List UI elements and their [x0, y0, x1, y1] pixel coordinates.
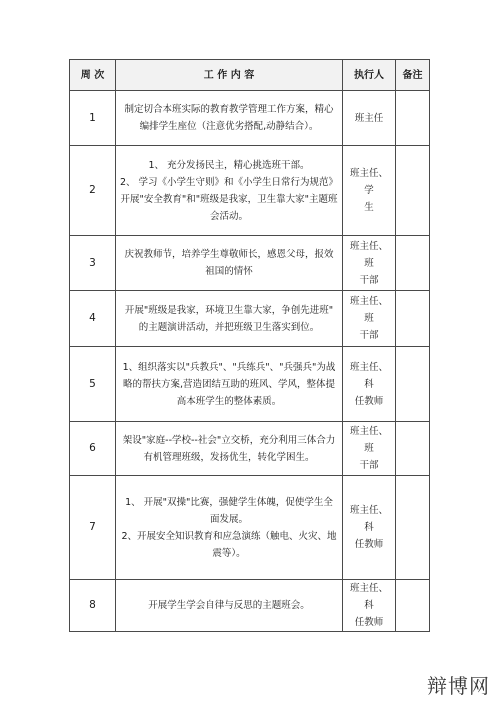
content-cell — [116, 476, 343, 580]
content-line: 开展"安全教育"和"班级是我家，卫生靠大家"主题班 — [120, 193, 338, 205]
week-cell: 6 — [70, 422, 116, 476]
table-row — [70, 91, 430, 146]
content-line: 有机管理班级，发扬优生，转化学困生。 — [143, 451, 315, 463]
content-line: 高本班学生的整体素质。 — [176, 395, 282, 407]
content-line: 架设"家庭--学校--社会"立交桥，充分利用三体合力 — [122, 434, 336, 446]
executor-line: 干部 — [359, 330, 379, 341]
content-line: 略的帮扶方案,营造团结互助的班风、学风，整体提 — [122, 378, 336, 390]
executor-line: 任教师 — [354, 539, 384, 550]
week-cell: 8 — [70, 580, 116, 632]
content-line: 2、开展安全知识教育和应急演练（触电、火灾、地 — [121, 530, 337, 542]
executor-cell — [343, 236, 396, 291]
content-cell — [116, 91, 343, 146]
table-row — [70, 347, 430, 422]
content-line: 1、组织落实以"兵教兵"、"兵练兵"、"兵强兵"为战 — [122, 361, 336, 373]
content-line: 开展学生学会自律与反思的主题班会。 — [148, 600, 310, 611]
executor-line: 生 — [364, 202, 374, 213]
executor-cell — [343, 580, 396, 632]
executor-line: 班主任 — [354, 112, 384, 124]
note-cell — [396, 91, 430, 146]
executor-line: 任教师 — [354, 395, 384, 407]
week-cell: 5 — [70, 347, 116, 422]
header-week: 周 次 — [70, 60, 116, 91]
executor-line: 班主任、科 — [349, 583, 388, 611]
content-line: 震等）。 — [212, 547, 246, 559]
note-cell — [396, 422, 430, 476]
table-row — [70, 422, 430, 476]
week-cell: 4 — [70, 291, 116, 347]
content-cell — [116, 146, 343, 236]
content-line: 庆祝教师节，培养学生尊敬师长，感恩父母，报效 — [124, 249, 334, 260]
executor-cell — [343, 91, 396, 146]
executor-cell — [343, 347, 396, 422]
content-cell — [116, 291, 343, 347]
content-line: 祖国的情怀 — [205, 266, 253, 277]
executor-cell — [343, 476, 396, 580]
week-cell: 7 — [70, 476, 116, 580]
content-line: 2、 学习《小学生守则》和《小学生日常行为规范》 — [119, 176, 339, 188]
content-line: 1、 开展"双操"比赛，强健学生体魄，促使学生全 — [125, 496, 333, 508]
note-cell — [396, 146, 430, 236]
content-line: 的主题演讲活动，并把班级卫生落实到位。 — [138, 321, 320, 333]
note-cell — [396, 476, 430, 580]
table-row — [70, 146, 430, 236]
header-note: 备注 — [396, 60, 430, 91]
table-row — [70, 476, 430, 580]
header-content: 工 作 内 容 — [116, 60, 343, 91]
table-row — [70, 580, 430, 632]
executor-line: 班主任、科 — [349, 505, 388, 533]
executor-cell — [343, 422, 396, 476]
executor-line: 班主任、科 — [349, 361, 388, 390]
note-cell — [396, 236, 430, 291]
executor-cell — [343, 291, 396, 347]
week-cell: 3 — [70, 236, 116, 291]
work-plan-table — [69, 59, 430, 632]
executor-line: 干部 — [359, 460, 379, 471]
header-executor: 执行人 — [343, 60, 396, 91]
content-cell — [116, 422, 343, 476]
table-row — [70, 291, 430, 347]
table-header-row — [70, 60, 430, 91]
executor-line: 班主任、学 — [349, 168, 388, 196]
executor-cell — [343, 146, 396, 236]
week-cell: 2 — [70, 146, 116, 236]
content-line: 会活动。 — [209, 210, 248, 222]
content-line: 开展"班级是我家，环境卫生靠大家，争创先进班" — [124, 304, 334, 316]
note-cell — [396, 347, 430, 422]
content-line: 面发展。 — [209, 513, 248, 525]
executor-line: 班主任、班 — [349, 240, 388, 269]
content-line: 制定切合本班实际的教育教学管理工作方案，精心 — [124, 104, 334, 115]
note-cell — [396, 291, 430, 347]
note-cell — [396, 580, 430, 632]
executor-line: 干部 — [359, 274, 379, 286]
executor-line: 班主任、班 — [349, 426, 388, 454]
site-watermark: 辩博网 — [427, 674, 490, 698]
content-cell — [116, 347, 343, 422]
executor-line: 班主任、班 — [349, 296, 388, 324]
content-cell — [116, 236, 343, 291]
content-line: 1、 充分发扬民主，精心挑选班干部。 — [148, 159, 310, 171]
content-line: 编排学生座位（注意优劣搭配,动静结合）。 — [139, 121, 319, 132]
week-cell: 1 — [70, 91, 116, 146]
content-cell — [116, 580, 343, 632]
executor-line: 任教师 — [354, 617, 384, 628]
table-row — [70, 236, 430, 291]
